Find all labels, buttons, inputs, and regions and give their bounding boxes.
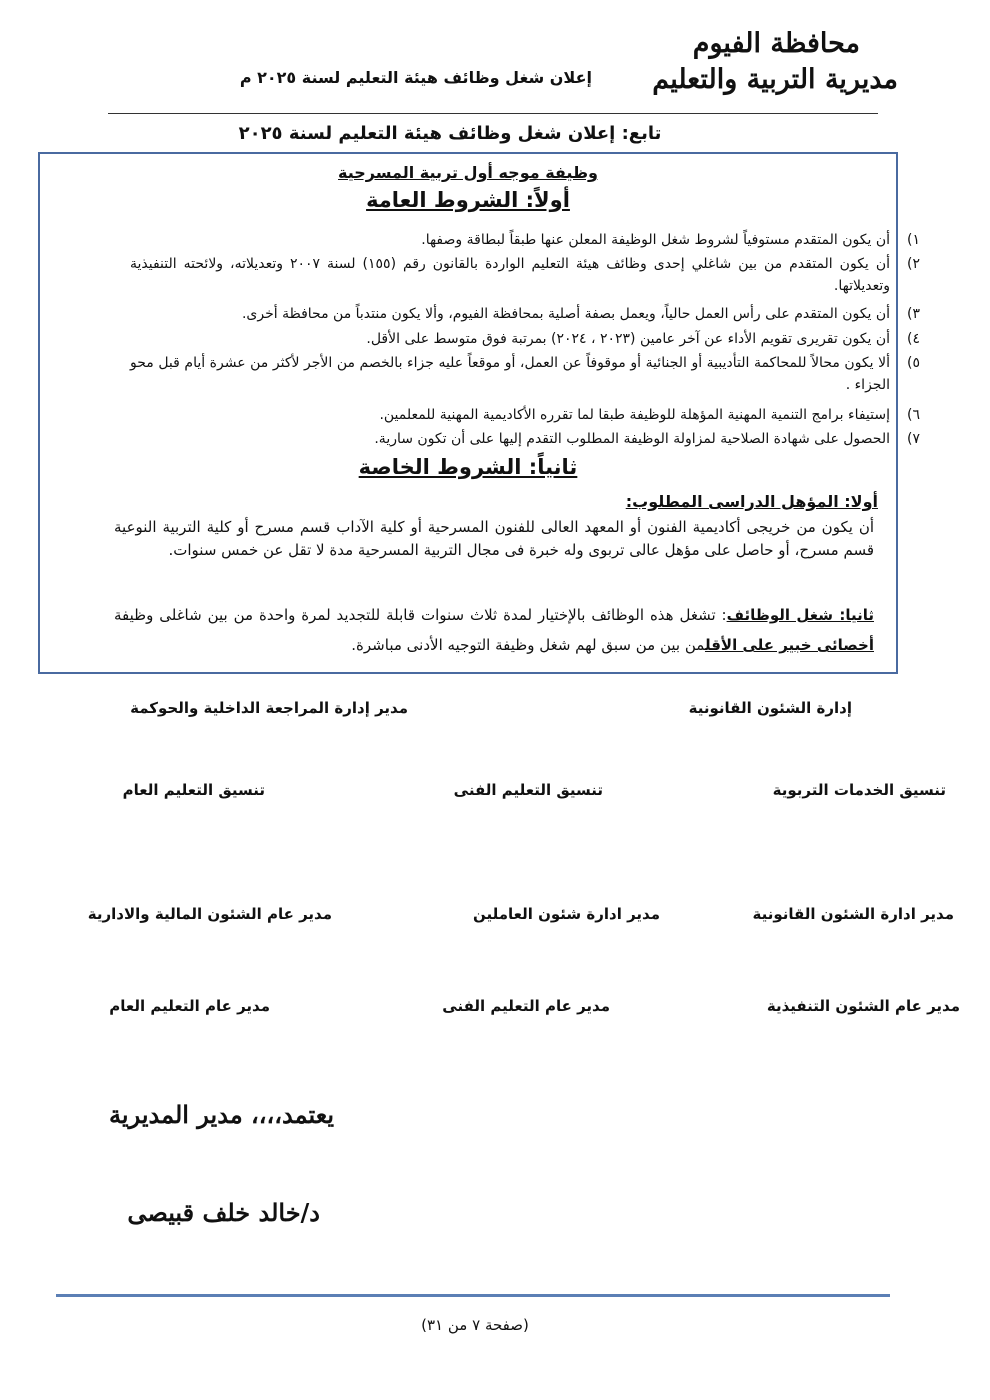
condition-number: ٦) [907, 407, 920, 423]
signatory-legal-admin: إدارة الشئون القانونية [688, 699, 852, 717]
condition-number: ٢) [907, 256, 920, 272]
page-number: (صفحة ٧ من ٣١) [421, 1316, 529, 1334]
signatory-edu-services: تنسيق الخدمات التربوية [772, 781, 946, 799]
condition-item: إستيفاء برامج التنمية المهنية المؤهلة للوظيفة طبقا لما تقرره الأكاديمية المهنية للمعلمين. [379, 407, 890, 423]
condition-number: ١) [907, 232, 920, 248]
condition-number: ٥) [907, 355, 920, 371]
continuation-title: تابع: إعلان شغل وظائف هيئة التعليم لسنة ٢٠٢٥ [238, 123, 662, 144]
occupancy-grade: أخصائى خبير على الأقل [704, 636, 874, 654]
occupancy-paragraph [114, 600, 874, 660]
qualification-heading: أولا: المؤهل الدراسى المطلوب: [625, 492, 878, 511]
header-divider [108, 113, 878, 114]
occupancy-text: : تشغل هذه الوظائف بالإختيار لمدة ثلاث سنوات قابلة للتجديد لمرة واحدة من بين شاغلى وظيفة [114, 606, 727, 624]
job-title: وظيفة موجه أول تربية المسرحية [338, 163, 598, 182]
announcement-header-title: إعلان شغل وظائف هيئة التعليم لسنة ٢٠٢٥ م [239, 68, 592, 87]
signatory-exec-director: مدير عام الشئون التنفيذية [766, 997, 960, 1015]
condition-item: أن يكون المتقدم على رأس العمل حالياً، ويعمل بصفة أصلية بمحافظة الفيوم، وألا يكون منتدباً من محافظة أخرى. [241, 306, 890, 322]
footer-divider [56, 1294, 890, 1297]
signatory-internal-audit: مدير إدارة المراجعة الداخلية والحوكمة [130, 699, 408, 717]
director-signature-name: د/خالد خلف قبيصى [127, 1198, 320, 1227]
signatory-tech-director: مدير عام التعليم الفنى [442, 997, 610, 1015]
condition-number: ٤) [907, 331, 920, 347]
condition-item: أن يكون المتقدم مستوفياً لشروط شغل الوظيفة المعلن عنها طبقاً لبطاقة وصفها. [421, 232, 890, 248]
condition-item: أن يكون تقريرى تقويم الأداء عن آخر عامين (٢٠٢٣ ، ٢٠٢٤) بمرتبة فوق متوسط على الأقل. [366, 331, 890, 347]
general-conditions-title: أولاً: الشروط العامة [366, 188, 570, 212]
approval-line: يعتمد،،،، مدير المديرية [109, 1100, 334, 1129]
condition-item: أن يكون المتقدم من بين شاغلي إحدى وظائف هيئة التعليم الواردة بالقانون رقم (١٥٥) لسنة ٢٠٠٧ وتعديلاته، ولائحته التنفيذية وتعديلاتها. [130, 256, 890, 294]
qualification-text: أن يكون من خريجى أكاديمية الفنون أو المعهد العالى للفنون المسرحية أو كلية الآداب قسم مسرح أو كلية التربية النوعية قسم مسرح، أو حاصل على مؤهل عالى تربوى وله خبرة فى مجال التربية المسرحية مدة لا تقل عن خمس سنوات. [114, 518, 874, 559]
condition-item: ألا يكون محالاً للمحاكمة التأديبية أو الجنائية أو موقوفاً عن العمل، أو موقعاً عليه جزاء بالخصم من الأجر لأكثر من عشرة أيام قبل محو الجزاء . [130, 355, 890, 393]
signatory-general-director: مدير عام التعليم العام [109, 997, 270, 1015]
signatory-tech-edu: تنسيق التعليم الفنى [453, 781, 603, 799]
governorate-name: محافظة الفيوم [692, 28, 860, 59]
signatory-finance-director: مدير عام الشئون المالية والادارية [87, 905, 332, 923]
signatory-legal-director: مدير ادارة الشئون القانونية [752, 905, 954, 923]
condition-item: الحصول على شهادة الصلاحية لمزاولة الوظيفة المطلوب التقدم إليها على أن تكون سارية. [374, 431, 890, 447]
signatory-personnel-director: مدير ادارة شئون العاملين [472, 905, 660, 923]
condition-number: ٣) [907, 306, 920, 322]
occupancy-text-end: من بين من سبق لهم شغل وظيفة التوجيه الأدنى مباشرة. [351, 636, 705, 654]
special-conditions-title: ثانياً: الشروط الخاصة [358, 455, 578, 479]
occupancy-heading: ثانيا: شغل الوظائف [726, 606, 874, 624]
directorate-name: مديرية التربية والتعليم [652, 64, 898, 95]
condition-number: ٧) [907, 431, 920, 447]
signatory-general-edu: تنسيق التعليم العام [122, 781, 265, 799]
